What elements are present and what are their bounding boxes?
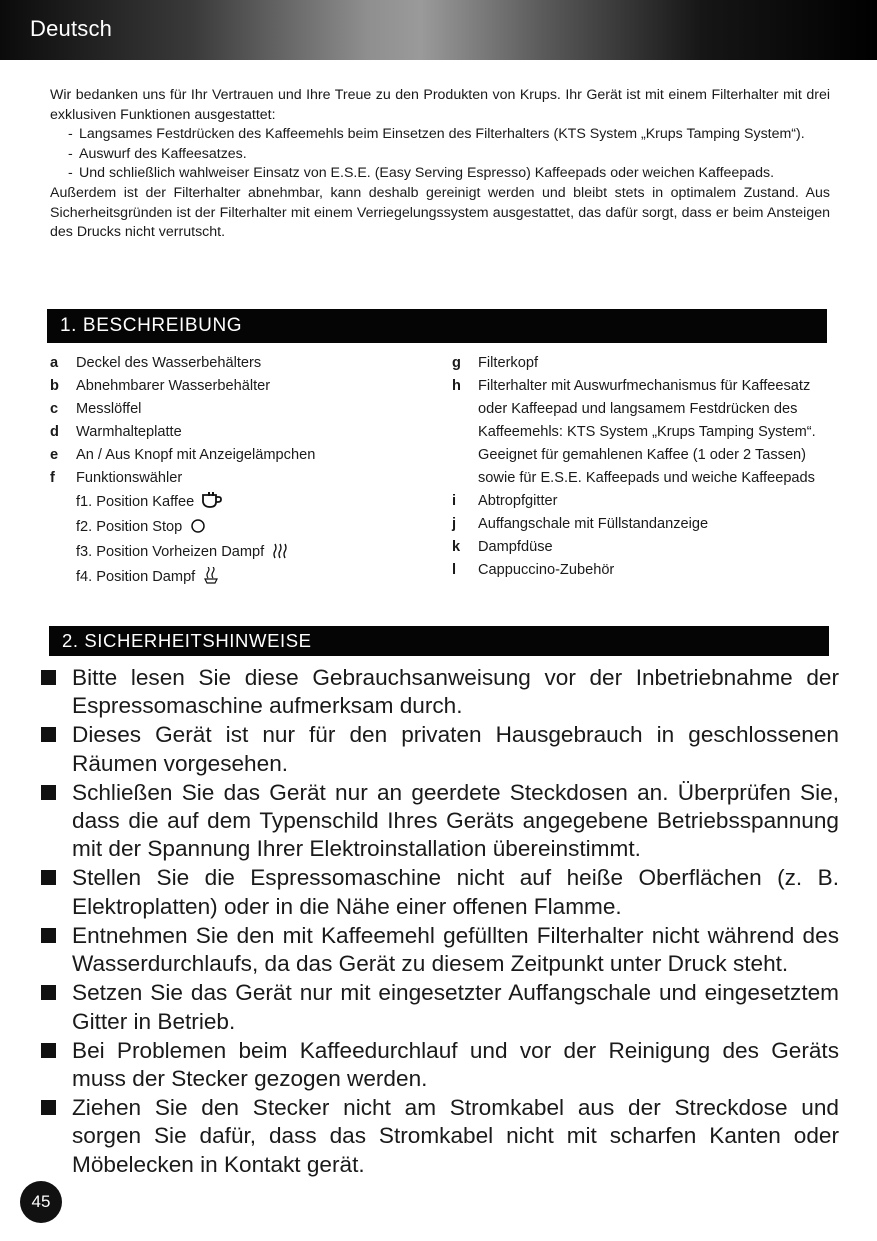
square-bullet-icon [41,928,56,943]
dash-bullet: - [68,145,73,162]
list-item: Schließen Sie das Gerät nur an geerdete Steckdosen an. Überprüfen Sie, dass die auf dem Typenschild Ihres Geräts angegebene Betriebsspannung mit der Spannung Ihrer Elektroinstallation übereinstimmt. [41,779,839,864]
list-item: Bitte lesen Sie diese Gebrauchsanweisung vor der Inbetriebnahme der Espressomaschine aufmerksam durch. [41,664,839,721]
square-bullet-icon [41,727,56,742]
square-bullet-icon [41,785,56,800]
sub-item-preheat: f3. Position Vorheizen Dampf [50,540,430,565]
sub-item-stop: f2. Position Stop [50,515,430,540]
page-number: 45 [20,1181,62,1223]
intro-list-item: - Langsames Festdrücken des Kaffeemehls beim Einsetzen des Filterhalters (KTS System „Krups Tamping System“). [50,125,830,145]
list-item: Ziehen Sie den Stecker nicht am Stromkabel aus der Streckdose und sorgen Sie dafür, dass das Stromkabel nicht mit scharfen Kanten oder Möbelecken in Kontakt gerät. [41,1094,839,1179]
coffee-cup-icon [201,492,219,510]
list-item: e An / Aus Knopf mit Anzeigelämpchen [50,447,316,463]
sub-item-steam: f4. Position Dampf [50,565,430,590]
list-item: Dieses Gerät ist nur für den privaten Hausgebrauch in geschlossenen Räumen vorgesehen. [41,721,839,778]
intro-paragraph-2: Außerdem ist der Filterhalter abnehmbar, kann deshalb gereinigt werden und bleibt stets in optimalem Zustand. Aus Sicherheitsgründen ist der Filterhalter mit einem Verriegelungssystem ausgestattet, das dafür sorgt, dass er beim Ansteigen des Drucks nicht verrutscht. [50,184,830,241]
square-bullet-icon [41,870,56,885]
list-item: b Abnehmbarer Wasserbehälter [50,378,271,394]
list-item: Setzen Sie das Gerät nur mit eingesetzter Auffangschale und eingesetztem Gitter in Betrieb. [41,979,839,1036]
steam-preheat-icon [271,542,289,560]
list-item: f Funktionswähler [50,470,183,486]
intro-paragraph: Wir bedanken uns für Ihr Vertrauen und Ihre Treue zu den Produkten von Krups. Ihr Gerät ist mit einem Filterhalter mit drei exklusiven Funktionen ausgestattet: [50,87,830,123]
description-right-column [452,352,832,582]
language-title: Deutsch [30,16,113,41]
list-item: d Warmhalteplatte [50,424,182,440]
square-bullet-icon [41,670,56,685]
list-item: i Abtropfgitter [452,493,558,509]
list-item: g Filterkopf [452,355,539,371]
list-item: a Deckel des Wasserbehälters [50,355,262,371]
dash-bullet: - [68,126,73,143]
list-item: Entnehmen Sie den mit Kaffeemehl gefüllten Filterhalter nicht während des Wasserdurchlaufs, da das Gerät zu diesem Zeitpunkt unter Druck steht. [41,922,839,979]
section-title-sicherheitshinweise: 2. SICHERHEITSHINWEISE [49,626,829,656]
circle-icon [189,517,207,535]
list-item: c Messlöffel [50,401,142,417]
dash-bullet: - [68,165,73,182]
intro-list-item: - Auswurf des Kaffeesatzes. [50,145,830,165]
square-bullet-icon [41,1043,56,1058]
square-bullet-icon [41,985,56,1000]
list-item: l Cappuccino-Zubehör [452,562,615,578]
intro-list [50,125,830,184]
list-item: j Auffangschale mit Füllstandanzeige [452,516,709,532]
intro-section [50,86,830,243]
list-item: h Filterhalter mit Auswurfmechanismus für Kaffeesatz oder Kaffeepad und langsamem Festdrücken des Kaffeemehls: KTS System „Krups Tamping System“. Geeignet für gemahlenen Kaffee (1 oder 2 Tassen) sowie für E.S.E. Kaffeepads und weiche Kaffeepads [452,378,816,486]
square-bullet-icon [41,1100,56,1115]
safety-list [41,664,839,1180]
list-item: Stellen Sie die Espressomaschine nicht auf heiße Oberflächen (z. B. Elektroplatten) oder in die Nähe einer offenen Flamme. [41,864,839,921]
description-left-column [50,352,430,590]
header-bar [0,0,877,60]
steam-icon [202,567,220,585]
list-item: k Dampfdüse [452,539,553,555]
section-title-beschreibung: 1. BESCHREIBUNG [47,309,827,343]
list-item: Bei Problemen beim Kaffeedurchlauf und vor der Reinigung des Geräts muss der Stecker gezogen werden. [41,1037,839,1094]
sub-item-coffee: f1. Position Kaffee [50,490,430,515]
intro-list-item: - Und schließlich wahlweiser Einsatz von E.S.E. (Easy Serving Espresso) Kaffeepads oder weichen Kaffeepads. [50,164,830,184]
